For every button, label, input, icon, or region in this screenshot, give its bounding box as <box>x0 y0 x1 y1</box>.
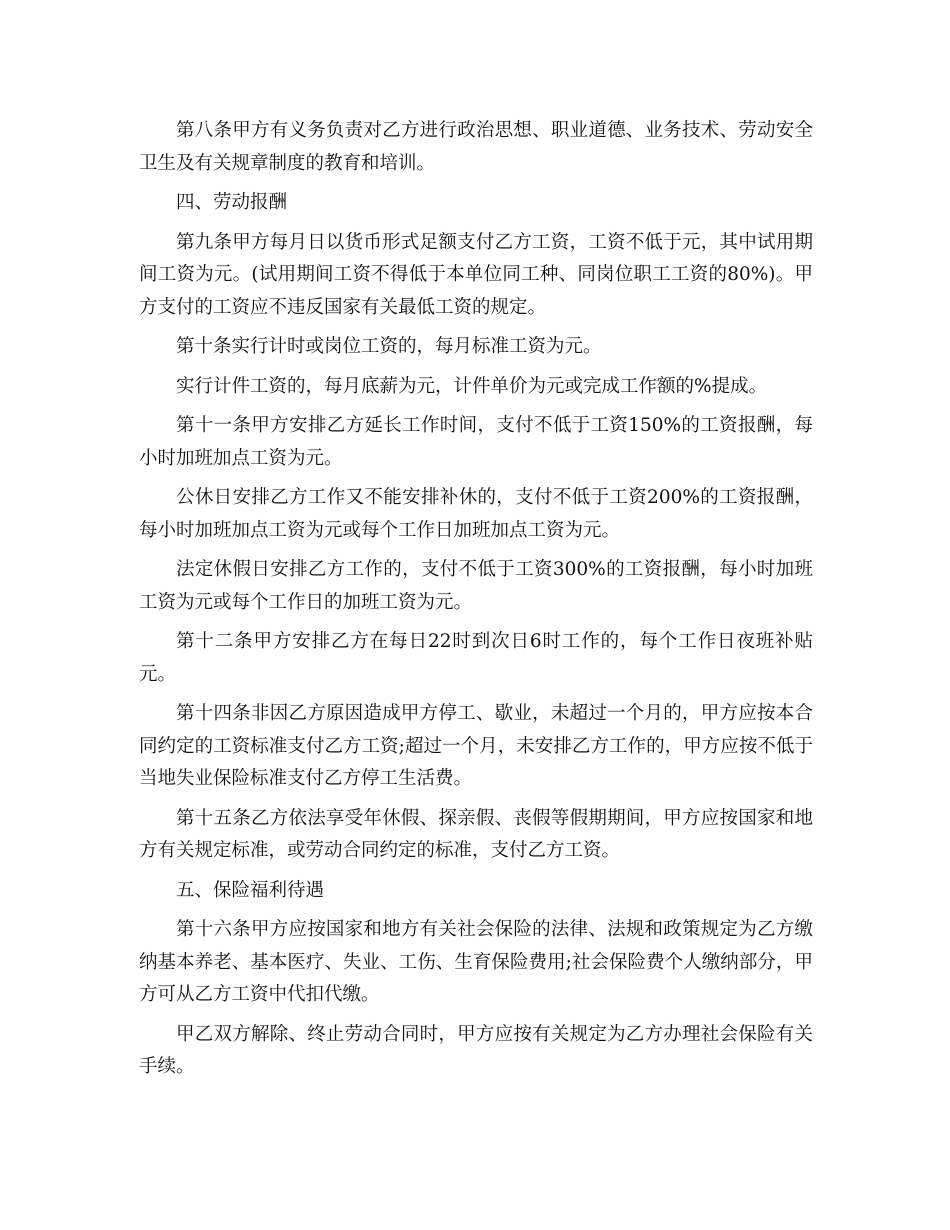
piecework-wage-paragraph: 实行计件工资的，每月底薪为元，计件单价为元或完成工作额的%提成。 <box>176 375 768 397</box>
termination-insurance-paragraph: 甲乙双方解除、终止劳动合同时，甲方应按有关规定为乙方办理社会保险有关手续。 <box>139 1023 813 1077</box>
article-14-paragraph: 第十四条非因乙方原因造成甲方停工、歇业，未超过一个月的，甲方应按本合同约定的工资标准支付乙方工资;超过一个月，未安排乙方工作的，甲方应按不低于当地失业保险标准支付乙方停工生活费。 <box>139 703 813 789</box>
article-8-paragraph: 第八条甲方有义务负责对乙方进行政治思想、职业道德、业务技术、劳动安全卫生及有关规章制度的教育和培训。 <box>139 120 813 174</box>
article-11-paragraph: 第十一条甲方安排乙方延长工作时间，支付不低于工资150%的工资报酬，每小时加班加点工资为元。 <box>139 415 813 469</box>
holiday-overtime-paragraph: 法定休假日安排乙方工作的，支付不低于工资300%的工资报酬，每小时加班工资为元或每个工作日的加班工资为元。 <box>139 559 813 613</box>
article-16-paragraph: 第十六条甲方应按国家和地方有关社会保险的法律、法规和政策规定为乙方缴纳基本养老、基本医疗、失业、工伤、生育保险费用;社会保险费个人缴纳部分，甲方可从乙方工资中代扣代缴。 <box>139 919 813 1005</box>
rest-day-overtime-paragraph: 公休日安排乙方工作又不能安排补休的，支付不低于工资200%的工资报酬，每小时加班加点工资为元或每个工作日加班加点工资为元。 <box>139 487 813 541</box>
article-9-paragraph: 第九条甲方每月日以货币形式足额支付乙方工资，工资不低于元，其中试用期间工资为元。(试用期间工资不得低于本单位同工种、同岗位职工工资的80%)。甲方支付的工资应不违反国家有关最低工资的规定。 <box>139 231 813 318</box>
article-10-paragraph: 第十条实行计时或岗位工资的，每月标准工资为元。 <box>176 336 602 357</box>
article-15-paragraph: 第十五条乙方依法享受年休假、探亲假、丧假等假期期间，甲方应按国家和地方有关规定标准，或劳动合同约定的标准，支付乙方工资。 <box>139 807 813 861</box>
article-12-paragraph: 第十二条甲方安排乙方在每日22时到次日6时工作的，每个工作日夜班补贴元。 <box>139 631 813 685</box>
section-5-heading: 五、保险福利待遇 <box>176 879 325 901</box>
document-body <box>139 115 813 1091</box>
section-4-heading: 四、劳动报酬 <box>176 192 288 213</box>
